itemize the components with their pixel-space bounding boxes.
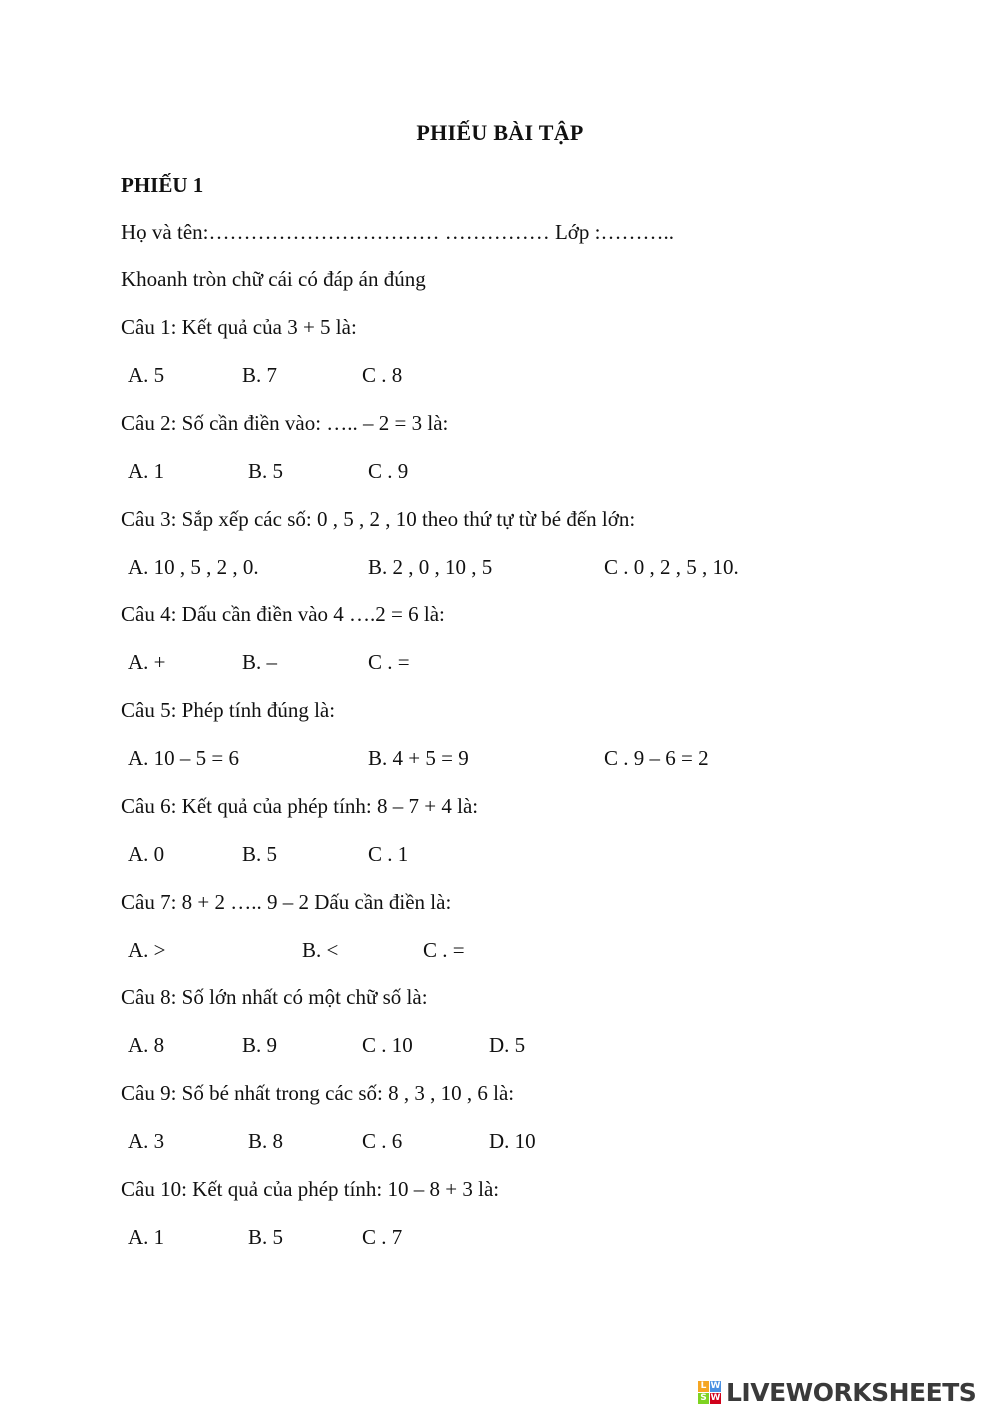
liveworksheets-wordmark: LIVEWORKSHEETS <box>726 1378 977 1407</box>
option-a[interactable]: A. 8 <box>128 1033 165 1057</box>
question-9: Câu 9: Số bé nhất trong các số: 8 , 3 , 10 , 6 là: <box>121 1081 515 1105</box>
mark-letter-2: W <box>710 1381 721 1391</box>
question-5: Câu 5: Phép tính đúng là: <box>121 698 336 722</box>
option-b[interactable]: B. < <box>302 938 339 962</box>
name-class-line: Họ và tên:…………………………… …………… Lớp :……….. <box>121 220 674 244</box>
options-4 <box>128 648 928 676</box>
liveworksheets-mark-icon <box>698 1381 722 1405</box>
options-7 <box>128 936 928 964</box>
page-title: PHIẾU BÀI TẬP <box>416 120 584 145</box>
options-5 <box>128 744 928 772</box>
option-b[interactable]: B. 7 <box>242 363 278 387</box>
option-d[interactable]: D. 5 <box>489 1033 526 1057</box>
worksheet-subtitle: PHIẾU 1 <box>121 173 204 197</box>
option-a[interactable]: A. 0 <box>128 842 165 866</box>
question-6: Câu 6: Kết quả của phép tính: 8 – 7 + 4 là: <box>121 794 479 818</box>
option-c[interactable]: C . 9 <box>368 459 409 483</box>
option-c[interactable]: C . 7 <box>362 1225 403 1249</box>
options-3 <box>128 553 928 581</box>
option-a[interactable]: A. 1 <box>128 459 165 483</box>
mark-letter-4: W <box>710 1393 721 1403</box>
liveworksheets-logo <box>698 1378 994 1410</box>
option-a[interactable]: A. + <box>128 650 166 674</box>
options-2 <box>128 457 928 485</box>
option-c[interactable]: C . 9 – 6 = 2 <box>604 746 709 770</box>
option-c[interactable]: C . 1 <box>368 842 409 866</box>
mark-letter-1: L <box>698 1381 709 1392</box>
option-b[interactable]: B. 9 <box>242 1033 278 1057</box>
options-8 <box>128 1031 928 1059</box>
option-b[interactable]: B. 4 + 5 = 9 <box>368 746 469 770</box>
option-c[interactable]: C . 10 <box>362 1033 413 1057</box>
options-6 <box>128 840 928 868</box>
option-c[interactable]: C . = <box>423 938 465 962</box>
options-9 <box>128 1127 928 1155</box>
question-10: Câu 10: Kết quả của phép tính: 10 – 8 + 3 là: <box>121 1177 500 1201</box>
option-a[interactable]: A. 10 – 5 = 6 <box>128 746 240 770</box>
question-1: Câu 1: Kết quả của 3 + 5 là: <box>121 315 357 339</box>
option-b[interactable]: B. – <box>242 650 278 674</box>
option-b[interactable]: B. 5 <box>242 842 278 866</box>
option-c[interactable]: C . 8 <box>362 363 403 387</box>
question-2: Câu 2: Số cần điền vào: ….. – 2 = 3 là: <box>121 411 449 435</box>
option-b[interactable]: B. 5 <box>248 1225 284 1249</box>
option-d[interactable]: D. 10 <box>489 1129 536 1153</box>
option-a[interactable]: A. 3 <box>128 1129 165 1153</box>
option-a[interactable]: A. 5 <box>128 363 165 387</box>
option-a[interactable]: A. 10 , 5 , 2 , 0. <box>128 555 259 579</box>
option-c[interactable]: C . 6 <box>362 1129 403 1153</box>
option-a[interactable]: A. > <box>128 938 166 962</box>
instruction: Khoanh tròn chữ cái có đáp án đúng <box>121 267 426 291</box>
question-8: Câu 8: Số lớn nhất có một chữ số là: <box>121 985 428 1009</box>
option-b[interactable]: B. 8 <box>248 1129 284 1153</box>
question-4: Câu 4: Dấu cần điền vào 4 ….2 = 6 là: <box>121 602 445 626</box>
option-c[interactable]: C . = <box>368 650 410 674</box>
question-3: Câu 3: Sắp xếp các số: 0 , 5 , 2 , 10 theo thứ tự từ bé đến lớn: <box>121 507 636 531</box>
mark-letter-3: S <box>698 1393 709 1404</box>
options-1 <box>128 361 928 389</box>
option-b[interactable]: B. 2 , 0 , 10 , 5 <box>368 555 493 579</box>
question-7: Câu 7: 8 + 2 ….. 9 – 2 Dấu cần điền là: <box>121 890 452 914</box>
option-b[interactable]: B. 5 <box>248 459 284 483</box>
option-c[interactable]: C . 0 , 2 , 5 , 10. <box>604 555 739 579</box>
option-a[interactable]: A. 1 <box>128 1225 165 1249</box>
options-10 <box>128 1223 928 1251</box>
